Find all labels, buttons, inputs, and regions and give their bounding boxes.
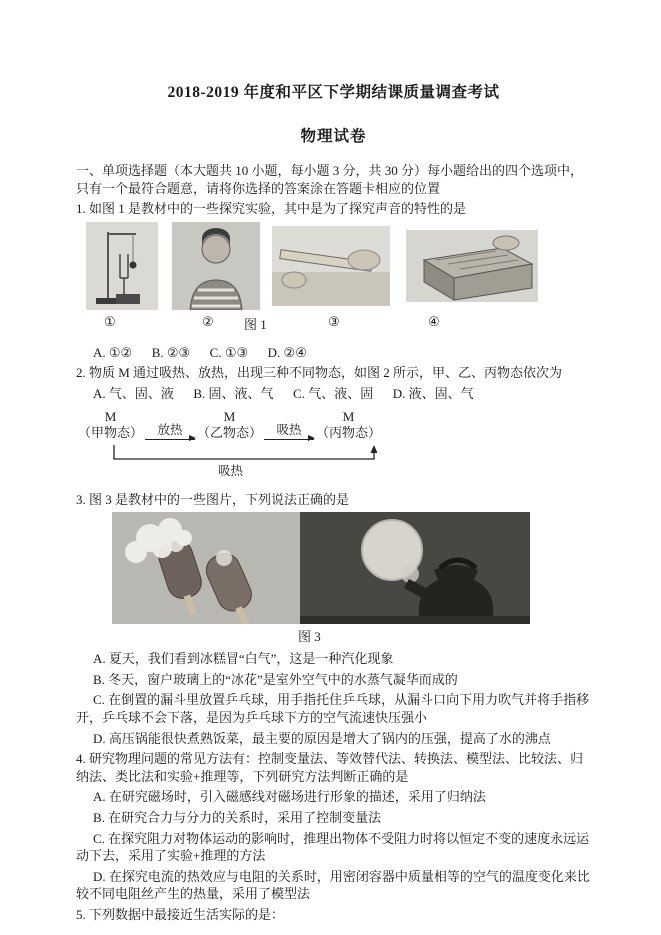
q4-stem: 4. 研究物理问题的常见方法有：控制变量法、等效替代法、转换法、模型法、比较法、归纳法、类比法和实验+推理等，下列研究方法判断正确的是: [76, 751, 584, 784]
figure3-photo-ice-pops: [112, 512, 300, 624]
figure-1: [76, 222, 591, 340]
diagram-row: [78, 409, 438, 441]
state-jia-label: （甲物态）: [78, 424, 144, 440]
arrow-fangre: [145, 423, 195, 440]
state-jia-symbol: M: [104, 408, 117, 424]
q4-option-a: A. 在研究磁场时，引入磁感线对磁场进行形象的描述，采用了归纳法: [93, 789, 486, 805]
figure3-caption: 图 3: [298, 629, 321, 645]
state-yi: [197, 409, 262, 441]
q4-option-d: D. 在探究电流的热效应与电阻的关系时，用密闭容器中质量相等的空气的温度变化来比较不同电阻丝产生的热量，采用了模型法: [76, 868, 590, 902]
q3-stem: 3. 图 3 是教材中的一些图片，下列说法正确的是: [76, 491, 350, 507]
state-jia: [78, 409, 143, 441]
q2-stem: 2. 物质 M 通过吸热、放热，出现三种不同物态，如图 2 所示，甲、乙、丙物态依次为: [76, 365, 563, 381]
q2-options: A. 气、固、液 B. 固、液、气 C. 气、液、固 D. 液、固、气: [93, 385, 474, 401]
right-arrow-icon: [264, 439, 314, 440]
bottom-arrow-label: 吸热: [218, 463, 244, 478]
state-yi-label: （乙物态）: [197, 424, 263, 440]
arrow-xire-top: [264, 423, 314, 440]
section-intro: 一、单项选择题（本大题共 10 小题，每小题 3 分，共 30 分）每小题给出的四个选项中，只有一个最符合题意，请将你选择的答案涂在答题卡相应的位置: [76, 163, 584, 196]
q3-option-c: C. 在倒置的漏斗里放置乒乓球，用手指托住乒乓球，从漏斗口向下用力吹气并将手指移开，乒乓球不会下落，是因为乒乓球下方的空气流速快压强小: [76, 692, 590, 725]
q4-option-c: C. 在探究阻力对物体运动的影响时，推理出物体不受阻力时将以恒定不变的速度永远运动下去，采用了实验+推理的方法: [76, 830, 590, 864]
state-bing: [316, 409, 381, 441]
page-title: 2018-2019 年度和平区下学期结课质量调查考试: [167, 84, 500, 101]
right-arrow-icon: [145, 439, 195, 440]
q3-option-b: B. 冬天，窗户玻璃上的“冰花”是室外空气中的水蒸气凝华而成的: [93, 671, 458, 687]
figure1-label-4: ④: [428, 313, 440, 329]
figure1-caption: 图 1: [244, 316, 267, 332]
figure1-photo-pendulum-tuning-fork: [86, 222, 158, 310]
figure1-photo-ruler-on-table: [272, 226, 390, 306]
state-bing-label: （丙物态）: [316, 424, 382, 440]
figure-3: [76, 512, 591, 646]
figure1-photo-tapping-box: [406, 230, 538, 302]
figure1-label-1: ①: [104, 313, 116, 329]
state-bing-symbol: M: [342, 408, 355, 424]
arrow-xire-top-label: 吸热: [276, 422, 302, 437]
figure1-photo-child-listening: [172, 222, 260, 310]
page-subtitle: 物理试卷: [300, 128, 367, 145]
figure-2-diagram: [78, 409, 438, 483]
q3-option-d: D. 高压锅能很快煮熟饭菜，最主要的原因是增大了锅内的压强，提高了水的沸点: [93, 730, 551, 746]
figure1-label-2: ②: [202, 313, 214, 329]
q4-option-b: B. 在研究合力与分力的关系时，采用了控制变量法: [93, 809, 382, 825]
q5-stem: 5. 下列数据中最接近生活实际的是：: [76, 906, 285, 922]
q1-options: A. ①② B. ②③ C. ①③ D. ②④: [93, 344, 307, 360]
q1-stem: 1. 如图 1 是教材中的一些探究实验，其中是为了探究声音的特性的是: [76, 201, 467, 217]
state-yi-symbol: M: [223, 408, 236, 424]
arrow-fangre-label: 放热: [157, 422, 183, 437]
figure1-label-3: ③: [328, 313, 340, 329]
q3-option-a: A. 夏天，我们看到冰糕冒“白气”，这是一种汽化现象: [93, 651, 394, 667]
figure3-photo-kettle-steam: [300, 512, 530, 624]
